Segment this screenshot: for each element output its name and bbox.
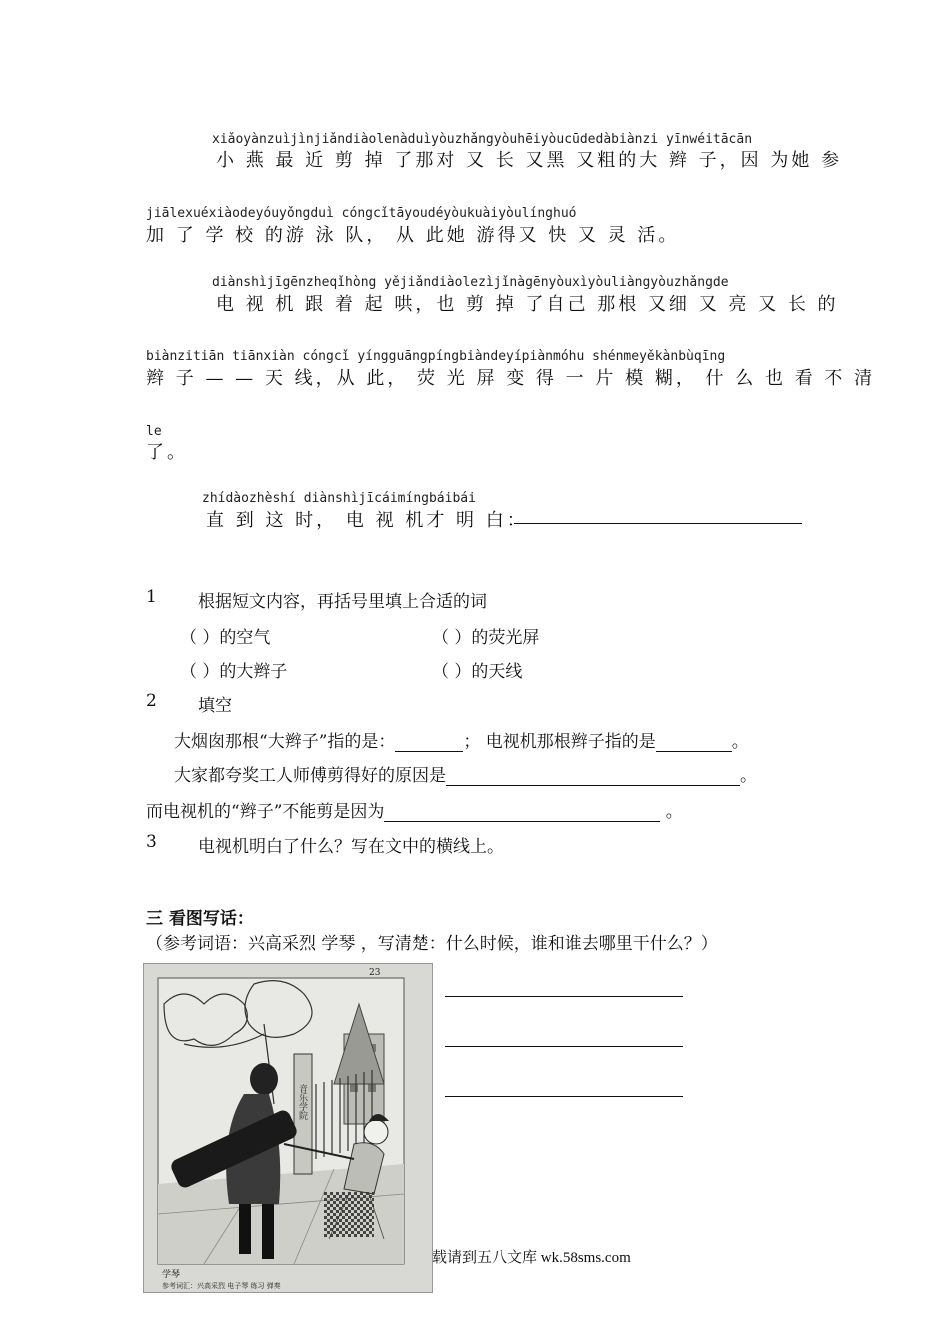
pinyin-line-3: diànshìjīgēnzheqǐhòng yějiǎndiàolezìjǐnàgēnyòuxìyòuliàngyòuzhǎngde [212, 275, 729, 290]
section3-hint: （参考词语：兴高采烈 学琴 ，写清楚：什么时候，谁和谁去哪里干什么？） [146, 934, 718, 954]
text-line-5: 了。 [146, 442, 188, 463]
pinyin-line-1: xiǎoyànzuìjìnjiǎndiàolenàduìyòuzhǎngyòuhēiyòucūdedàbiànzi yīnwéitācān [212, 132, 753, 147]
q1-item-braid[interactable]: （ ）的大辫子 [180, 662, 288, 682]
pinyin-line-4: biànzitiān tiānxiàn cóngcǐ yíngguāngpíngbiàndeyípiànmóhu shénmeyěkànbùqīng [146, 349, 726, 364]
q2-number: 2 [146, 691, 157, 711]
q1-item-air[interactable]: （ ）的空气 [180, 628, 271, 648]
q2-line-2-prompt: 大家都夸奖工人师傅剪得好的原因是 [174, 766, 446, 786]
q2-line-2-end: 。 [740, 766, 757, 786]
q3-number: 3 [146, 832, 157, 852]
q2-line-3-end: 。 [660, 802, 683, 822]
q2-line-3-prompt: 而电视机的“辫子”不能剪是因为 [146, 802, 385, 822]
writing-line-1[interactable] [445, 996, 683, 997]
writing-line-3[interactable] [445, 1096, 683, 1097]
q1-number: 1 [146, 587, 157, 607]
q2-blank-tv-braid[interactable] [656, 733, 732, 752]
q2-line-1-end: 。 [731, 732, 749, 752]
text-line-4: 辫 子 — — 天 线，从 此， 荧 光 屏 变 得 一 片 模 糊， 什 么 也 看 不 清 [146, 368, 876, 389]
pinyin-line-5: le [146, 424, 162, 439]
gate-sign: 音乐学院 [297, 1084, 307, 1120]
q2-blank-reason-praise[interactable] [446, 767, 740, 786]
text-line-3: 电 视 机 跟 着 起 哄，也 剪 掉 了自己 那根 又细 又 亮 又 长 的 [216, 294, 839, 315]
pinyin-line-2: jiālexuéxiàodeyóuyǒngduì cóngcǐtāyoudéyòukuàiyòulínghuó [146, 206, 577, 221]
q2-line-1-prompt-b: ； 电视机那根辫子指的是 [463, 732, 656, 752]
q2-blank-reason-cannot-cut[interactable] [384, 803, 660, 822]
section3-title: 三 看图写话： [146, 909, 254, 929]
q2-line-1 [174, 727, 749, 752]
q3-text: 电视机明白了什么？写在文中的横线上。 [198, 837, 504, 857]
pinyin-line-6: zhídàozhèshí diànshìjīcáimíngbáibái [202, 491, 476, 506]
q2-line-3 [146, 797, 683, 822]
answer-blank-tv-understood[interactable] [514, 523, 802, 524]
footer-watermark: 载请到五八文库 wk.58sms.com [432, 1250, 631, 1266]
picture-caption-1: 学琴 [162, 1270, 181, 1280]
text-line-6: 直 到 这 时， 电 视 机才 明 白： [206, 510, 528, 531]
writing-line-2[interactable] [445, 1046, 683, 1047]
illustration-photo [143, 963, 433, 1293]
text-line-2: 加 了 学 校 的游 泳 队， 从 此她 游得又 快 又 灵 活。 [146, 225, 680, 246]
q2-blank-chimney[interactable] [395, 733, 463, 752]
q2-text: 填空 [198, 696, 232, 716]
text-line-1: 小 燕 最 近 剪 掉 了那对 又 长 又黑 又粗的大 辫 子，因 为她 参 [216, 150, 843, 171]
q2-line-1-prompt-a: 大烟囱那根“大辫子”指的是： [174, 732, 396, 752]
picture-page-num: 23 [369, 968, 381, 978]
illustration-drawing [144, 964, 432, 1292]
q2-line-2 [174, 761, 757, 786]
q1-item-antenna[interactable]: （ ）的天线 [432, 662, 523, 682]
q1-item-screen[interactable]: （ ）的荧光屏 [432, 628, 540, 648]
q1-text: 根据短文内容，再括号里填上合适的词 [198, 592, 487, 612]
picture-caption-2: 参考词汇：兴高采烈 电子琴 练习 弹奏 [162, 1282, 281, 1290]
